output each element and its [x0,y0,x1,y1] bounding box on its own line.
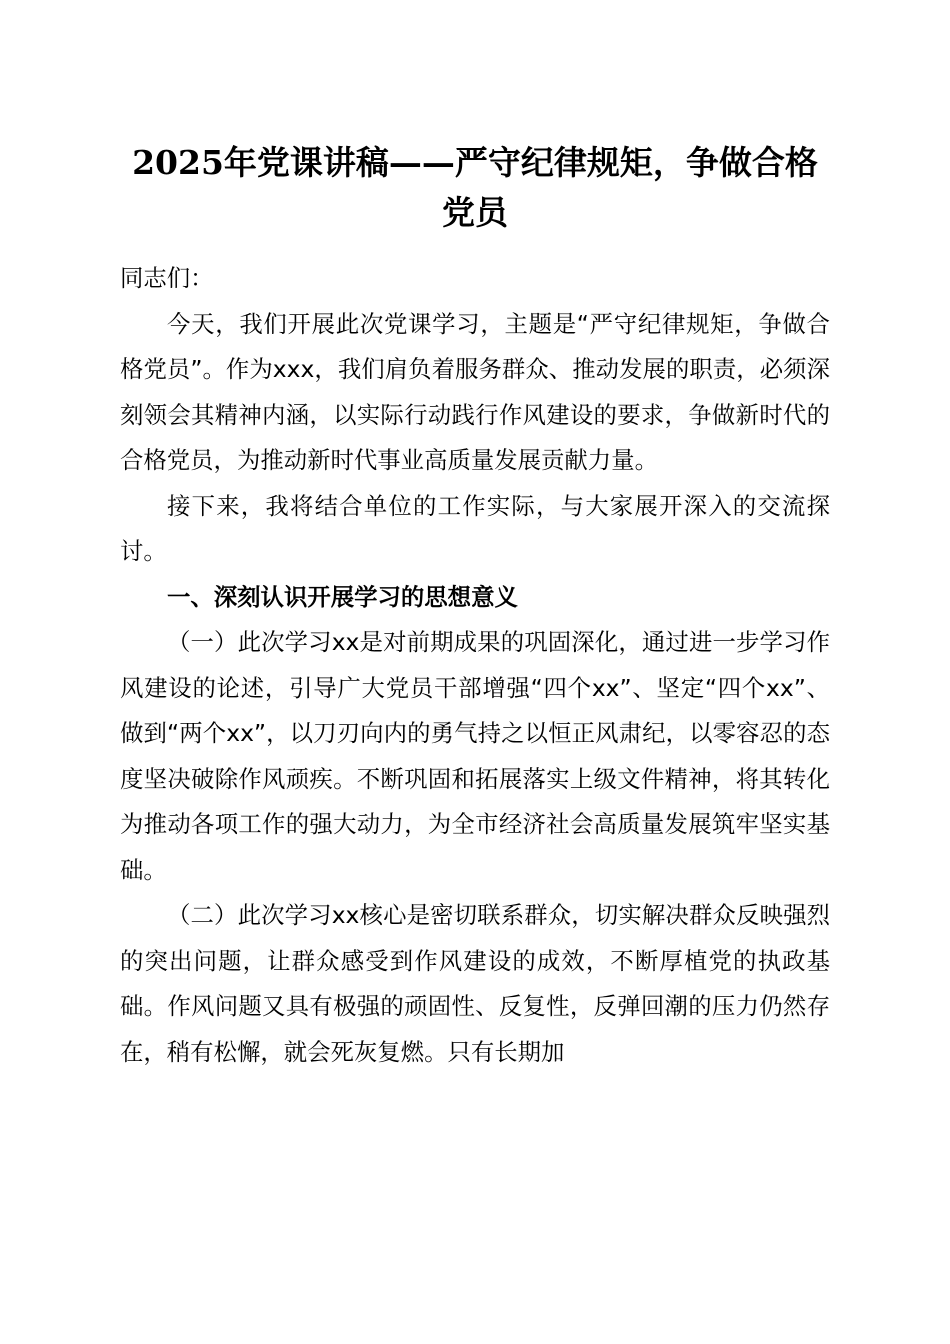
section-heading-1: 一、深刻认识开展学习的思想意义 [167,582,518,611]
section1-paragraph-2: （二）此次学习xx核心是密切联系群众，切实解决群众反映强烈的突出问题，让群众感受到作风建设的成效，不断厚植党的执政基础。作风问题又具有极强的顽固性、反复性，反弹回潮的压力仍然存在，稍有松懈，就会死灰复燃。只有长期加 [120,901,830,1066]
salutation: 同志们： [120,264,214,292]
document-title: 2025年党课讲稿——严守纪律规矩，争做合格党员 [132,143,818,232]
paragraph-transition: 接下来，我将结合单位的工作实际，与大家展开深入的交流探讨。 [120,491,830,565]
paragraph-intro: 今天，我们开展此次党课学习，主题是“严守纪律规矩，争做合格党员”。作为xxx，我们肩负着服务群众、推动发展的职责，必须深刻领会其精神内涵，以实际行动践行作风建设的要求，争做新时代的合格党员，为推动新时代事业高质量发展贡献力量。 [120,309,830,474]
section1-paragraph-1: （一）此次学习xx是对前期成果的巩固深化，通过进一步学习作风建设的论述，引导广大党员干部增强“四个xx”、坚定“四个xx”、做到“两个xx”，以刀刃向内的勇气持之以恒正风肃纪，以零容忍的态度坚决破除作风顽疾。不断巩固和拓展落实上级文件精神，将其转化为推动各项工作的强大动力，为全市经济社会高质量发展筑牢坚实基础。 [120,628,830,884]
document-body [120,256,830,1075]
